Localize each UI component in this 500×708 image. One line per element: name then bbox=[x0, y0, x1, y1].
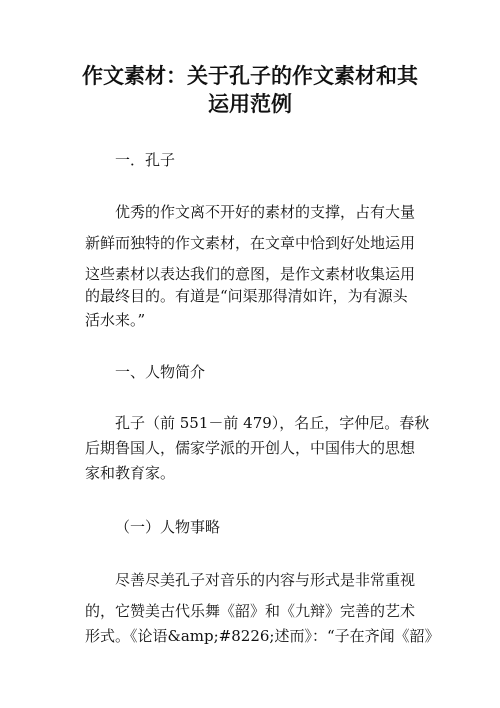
paragraph-1-line-1: 优秀的作文离不开好的素材的支撑，占有大量 bbox=[115, 203, 416, 221]
paragraph-1-line-4: 的最终目的。有道是“问渠那得清如许，为有源头 bbox=[85, 287, 408, 305]
paragraph-2-line-3: 家和教育家。 bbox=[85, 464, 176, 482]
paragraph-3-line-1: 尽善尽美孔子对音乐的内容与形式是非常重视 bbox=[115, 571, 416, 589]
paragraph-1-line-5: 活水来。” bbox=[85, 311, 146, 329]
paragraph-1-line-3: 这些素材以表达我们的意图，是作文素材收集运用 bbox=[85, 265, 416, 283]
paragraph-2-line-2: 后期鲁国人，儒家学派的开创人，中国伟大的思想 bbox=[85, 439, 416, 457]
document-title-line-1: 作文素材：关于孔子的作文素材和其 bbox=[82, 64, 418, 88]
paragraph-3-line-3: 形式。《论语&amp;#8226;述而》：“子在齐闻《韶》 bbox=[85, 627, 440, 645]
document-title-line-2: 运用范例 bbox=[208, 92, 292, 116]
section-heading-events: （一）人物事略 bbox=[115, 518, 221, 536]
paragraph-3-line-2: 的，它赞美古代乐舞《韶》和《九辩》完善的艺术 bbox=[85, 602, 416, 620]
paragraph-1-line-2: 新鲜而独特的作文素材，在文章中恰到好处地运用 bbox=[85, 234, 416, 252]
paragraph-2-line-1: 孔子（前 551－前 479），名丘，字仲尼。春秋 bbox=[115, 414, 430, 432]
section-heading-profile: 一、人物简介 bbox=[115, 363, 206, 381]
section-heading-kongzi: 一．孔子 bbox=[115, 151, 176, 169]
